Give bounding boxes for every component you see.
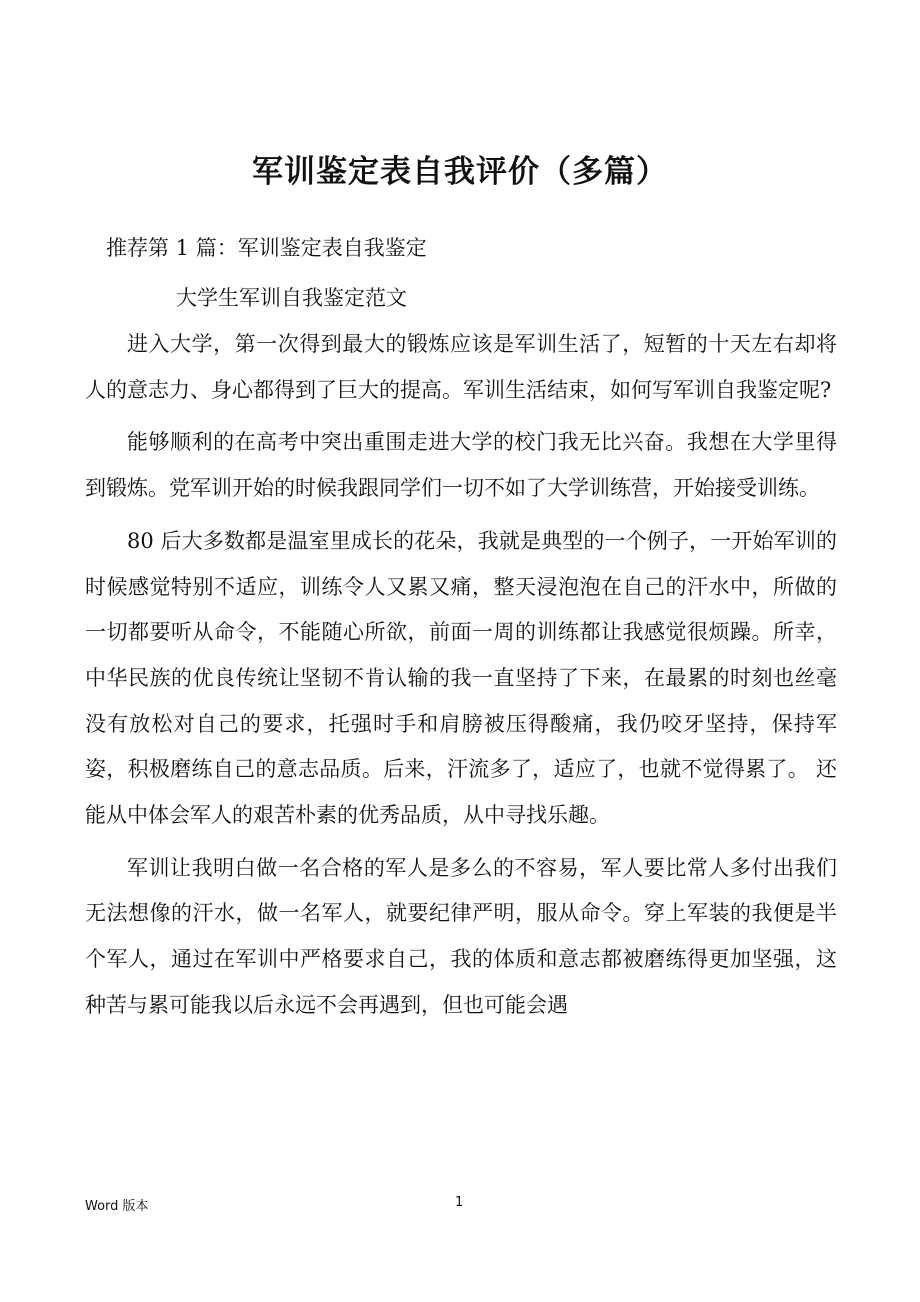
section-heading: 推荐第 1 篇：军训鉴定表自我鉴定 [106, 236, 427, 260]
paragraph: 80 后大多数都是温室里成长的花朵，我就是典型的一个例子，一开始军训的时候感觉特别不适应，训练令人又累又痛，整天浸泡泡在自己的汗水中，所做的一切都要听从命令，不能随心所欲，前面一周的训练都让我感觉很烦躁。所幸，中华民族的优良传统让坚韧不肯认输的我一直坚持了下来，在最累的时刻也丝毫没有放松对自己的要求，托强时手和肩膀被压得酸痛，我仍咬牙坚持，保持军姿，积极磨练自己的意志品质。后来，汗流多了，适应了，也就不觉得累了。 还能从中体会军人的艰苦朴素的优秀品质，从中寻找乐趣。 [85, 528, 837, 828]
footer-version-label: Word 版本 [85, 1199, 149, 1214]
document-body [85, 322, 837, 1036]
article-heading: 大学生军训自我鉴定范文 [176, 286, 407, 310]
paragraph: 能够顺利的在高考中突出重围走进大学的校门我无比兴奋。我想在大学里得到锻炼。党军训开始的时候我跟同学们一切不如了大学训练营，开始接受训练。 [85, 430, 837, 501]
document-title: 军训鉴定表自我评价（多篇） [252, 154, 668, 190]
paragraph: 进入大学，第一次得到最大的锻炼应该是军训生活了，短暂的十天左右却将人的意志力、身心都得到了巨大的提高。军训生活结束，如何写军训自我鉴定呢? [85, 332, 837, 402]
paragraph: 军训让我明白做一名合格的军人是多么的不容易，军人要比常人多付出我们无法想像的汗水，做一名军人，就要纪律严明，服从命令。穿上军装的我便是半个军人，通过在军训中严格要求自己，我的体质和意志都被磨练得更加坚强，这种苦与累可能我以后永远不会再遇到，但也可能会遇 [85, 855, 837, 1017]
page-number: 1 [455, 1195, 464, 1210]
